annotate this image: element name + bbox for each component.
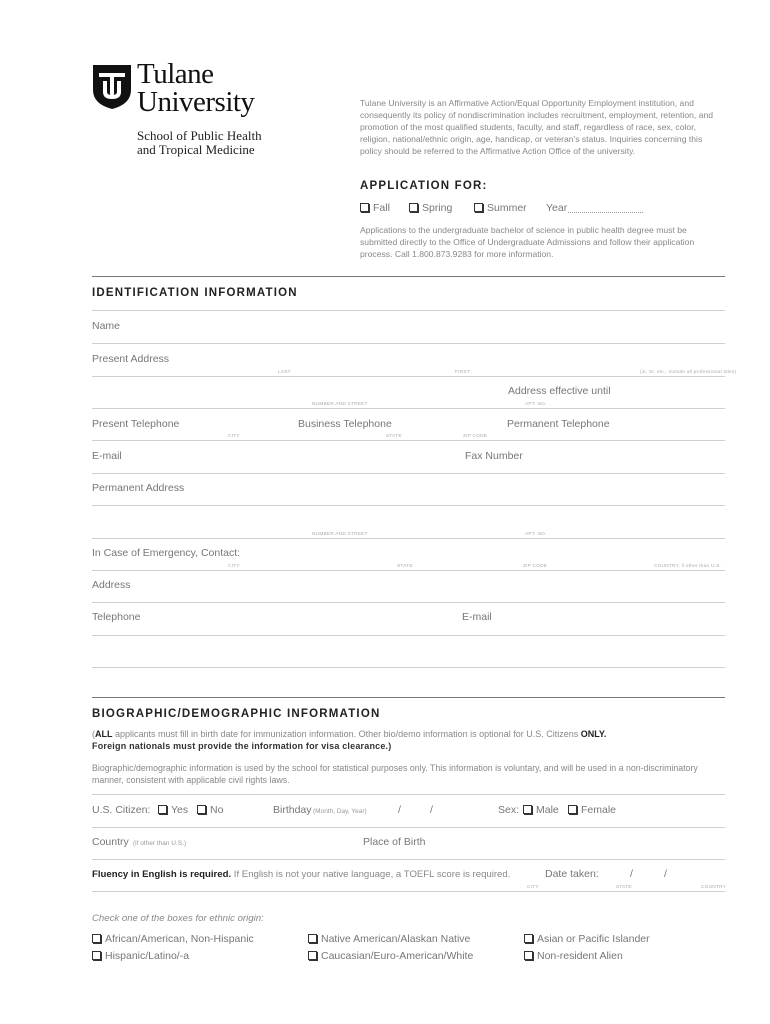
name-label: Name [92,320,121,332]
checkbox-icon[interactable] [568,805,577,814]
birthday-slash-1: / [398,804,401,816]
sublabel-last: LAST [278,370,291,375]
section-divider [92,697,725,698]
sublabel-country: COUNTRY, if other than U.S. [654,564,722,569]
sublabel-city-2: CITY [228,564,240,569]
sublabel-apt: APT. NO. [525,402,547,407]
checkbox-icon[interactable] [409,203,418,212]
email-label: E-mail [92,450,122,462]
us-citizen-yes[interactable]: Yes [158,804,188,816]
checkbox-icon[interactable] [197,805,206,814]
country-hint: (if other than U.S.) [133,840,187,847]
checkbox-icon[interactable] [92,951,101,960]
sublabel-number-street-2: NUMBER AND STREET [312,532,368,537]
eeo-statement: Tulane University is an Affirmative Action/Equal Opportunity Employment institution, and consequently its policy of nondiscrimination includes recruitment, employment, retention, and promotion of the most qualified students, faculty, and staff, regardless of race, sex, color, religion, national/ethnic origin, age, handicap, or veteran's status. Inquiries concerning this policy should be referred to the Affirmative Action Office of the university. [360,98,714,156]
ethnic-prompt: Check one of the boxes for ethnic origin: [92,913,264,924]
sublabel-number-street: NUMBER AND STREET [312,402,368,407]
application-for-title: APPLICATION FOR: [360,180,488,192]
field-line[interactable] [92,602,725,603]
term-spring[interactable]: Spring [409,202,452,214]
us-citizen-label: U.S. Citizen: [92,804,151,816]
permanent-telephone-label: Permanent Telephone [507,418,610,430]
date-taken-slash-1: / [630,868,633,880]
year-label: Year [546,202,568,214]
checkbox-icon[interactable] [474,203,483,212]
sublabel-city-3: CITY [527,885,539,890]
sublabel-zip: ZIP CODE [463,434,488,439]
us-citizen-no[interactable]: No [197,804,223,816]
birthday-label: Birthday [273,804,312,816]
field-line[interactable] [92,827,725,828]
checkbox-icon[interactable] [524,951,533,960]
sex-label: Sex: [498,804,520,816]
ethnic-option[interactable]: Asian or Pacific Islander [524,933,650,945]
present-telephone-label: Present Telephone [92,418,180,430]
ethnic-option[interactable]: Caucasian/Euro-American/White [308,950,473,962]
sublabel-state-2: STATE [397,564,413,569]
permanent-address-label: Permanent Address [92,482,185,494]
sublabel-state-3: STATE [616,885,632,890]
present-address-label: Present Address [92,353,170,365]
ethnic-option[interactable]: Hispanic/Latino/-a [92,950,189,962]
checkbox-icon[interactable] [360,203,369,212]
field-line[interactable] [92,891,725,892]
sublabel-apt-2: APT. NO. [525,532,547,537]
application-note: Applications to the undergraduate bachelor of science in public health degree must be submitted directly to the Office of Undergraduate Admissions and follow their application process. Call 1.800.873.9283 for more information. [360,225,695,259]
ethnic-option[interactable]: Non-resident Alien [524,950,623,962]
term-fall[interactable]: Fall [360,202,390,214]
sublabel-city: CITY [228,434,240,439]
field-line[interactable] [92,538,725,539]
biographic-required-note: (ALL applicants must fill in birth date for immunization information. Other bio/demo information is optional for U.S. Citizens ONLY. [92,729,607,739]
checkbox-icon[interactable] [308,934,317,943]
ethnic-option[interactable]: African/American, Non-Hispanic [92,933,254,945]
field-line [92,794,725,795]
emergency-contact-label: In Case of Emergency, Contact: [92,547,241,559]
ethnic-option[interactable]: Native American/Alaskan Native [308,933,470,945]
fax-label: Fax Number [465,450,523,462]
field-line[interactable] [92,505,725,506]
date-taken-label: Date taken: [545,868,599,880]
field-line[interactable] [92,473,725,474]
country-label: Country [92,836,129,848]
checkbox-icon[interactable] [308,951,317,960]
biographic-title: BIOGRAPHIC/DEMOGRAPHIC INFORMATION [92,708,381,720]
checkbox-icon[interactable] [158,805,167,814]
university-logo [92,64,132,110]
sex-male[interactable]: Male [523,804,559,816]
field-line[interactable] [92,408,725,409]
biographic-foreign-note: Foreign nationals must provide the information for visa clearance.) [92,741,392,751]
year-input-line[interactable] [568,212,643,213]
checkbox-icon[interactable] [524,934,533,943]
biographic-usage-note: Biographic/demographic information is used by the school for statistical purposes only. This information is voluntary, and will be used in a non-discriminatory manner, consistent with applicable civil rights laws. [92,763,698,785]
date-taken-slash-2: / [664,868,667,880]
sublabel-first: FIRST [455,370,470,375]
address-effective-label: Address effective until [508,385,611,397]
sublabel-country-3: COUNTRY [701,885,727,890]
sex-female[interactable]: Female [568,804,616,816]
term-summer[interactable]: Summer [474,202,527,214]
field-line[interactable] [92,376,725,377]
field-line [92,310,725,311]
business-telephone-label: Business Telephone [298,418,392,430]
field-line[interactable] [92,343,725,344]
logo-wordmark-tulane: Tulane [137,58,214,90]
sublabel-suffix: (Jr, Sr, etc.; include all professional titles) [640,370,737,375]
school-name-line-1: School of Public Health [137,128,262,143]
emergency-email-label: E-mail [462,611,492,623]
field-line[interactable] [92,440,725,441]
fluency-note: Fluency in English is required. If English is not your native language, a TOEFL score is required. [92,869,511,880]
sublabel-zip-2: ZIP CODE [523,564,548,569]
tulane-shield-icon [92,64,132,110]
checkbox-icon[interactable] [92,934,101,943]
place-of-birth-label: Place of Birth [363,836,426,848]
checkbox-icon[interactable] [523,805,532,814]
emergency-telephone-label: Telephone [92,611,141,623]
field-line[interactable] [92,859,725,860]
field-line[interactable] [92,667,725,668]
sublabel-state: STATE [386,434,402,439]
field-line[interactable] [92,570,725,571]
logo-wordmark-university: University [137,86,255,118]
emergency-address-label: Address [92,579,131,591]
birthday-hint: (Month, Day, Year) [313,808,367,815]
field-line[interactable] [92,635,725,636]
birthday-slash-2: / [430,804,433,816]
school-name-line-2: and Tropical Medicine [137,142,255,157]
identification-title: IDENTIFICATION INFORMATION [92,287,298,299]
section-divider [92,276,725,277]
